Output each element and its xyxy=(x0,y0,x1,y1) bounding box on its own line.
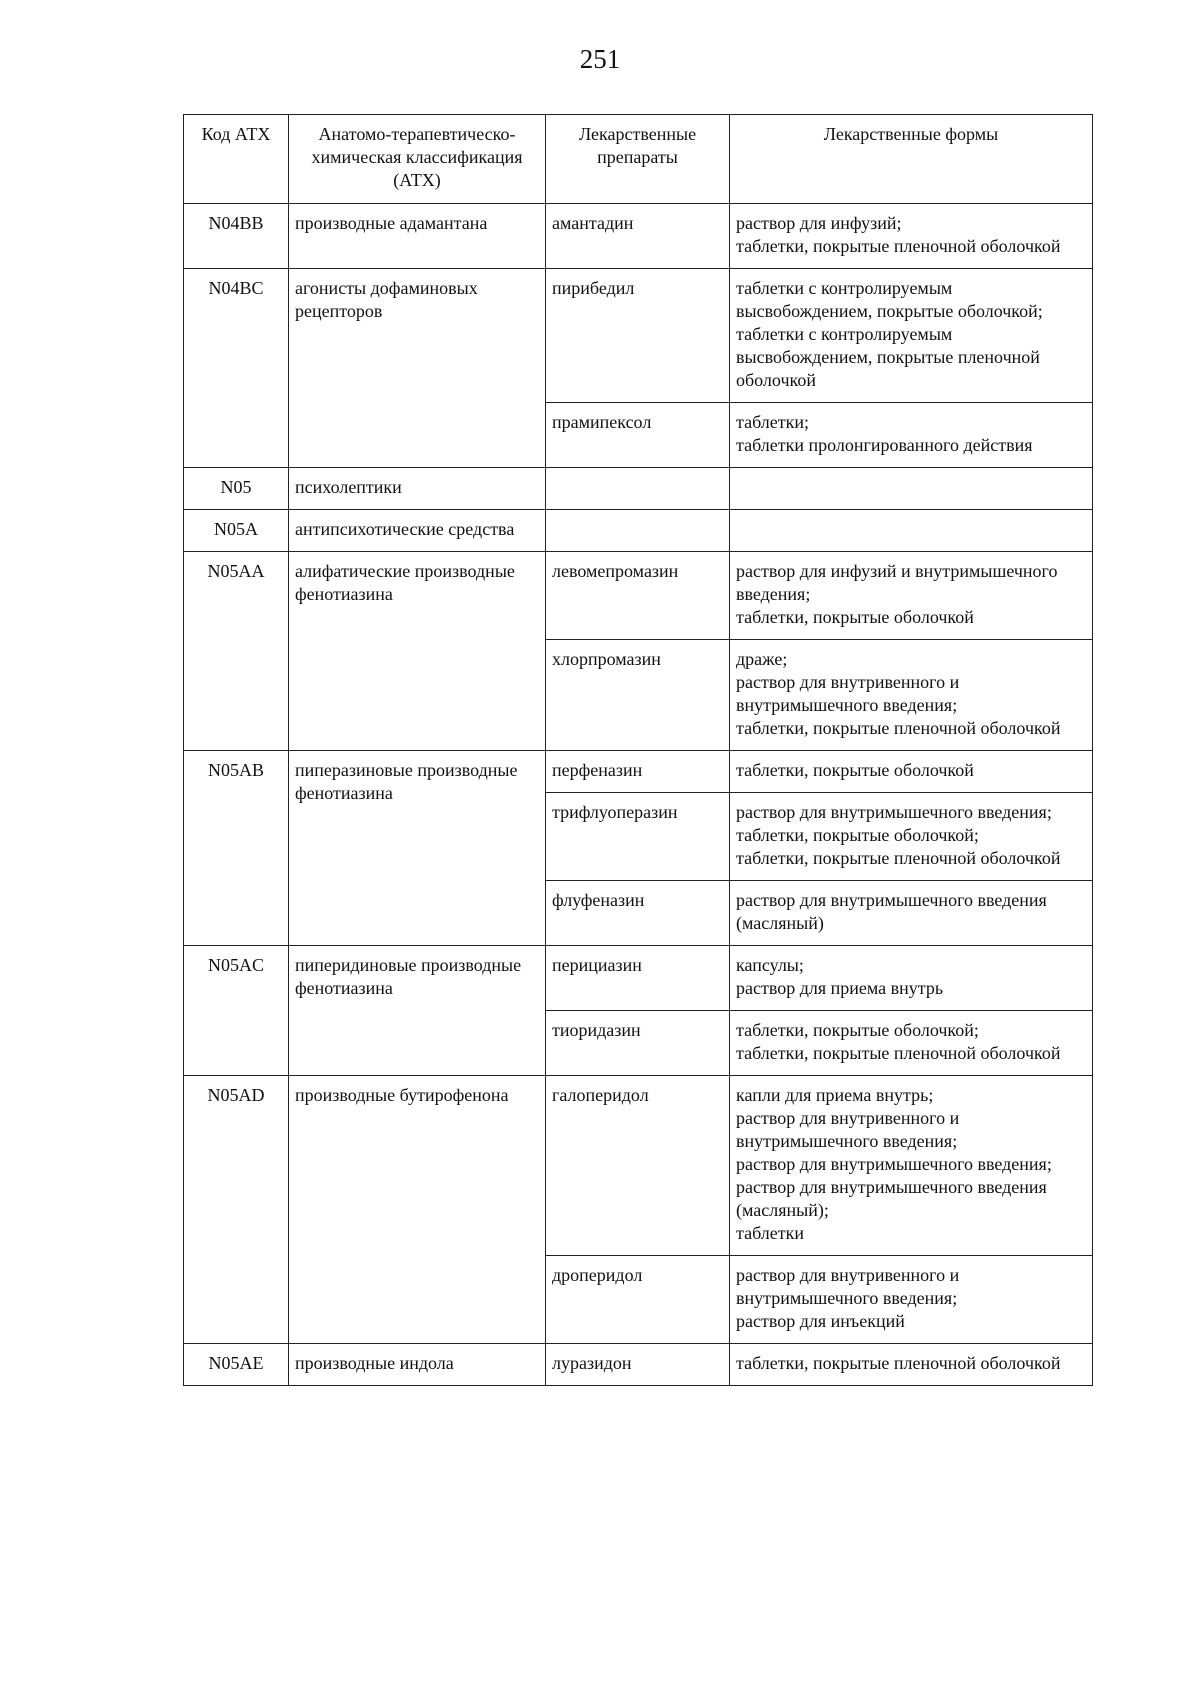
classification-cell: агонисты дофаминовых рецепторов xyxy=(289,269,546,468)
classification-cell: пиперидиновые производные фенотиазина xyxy=(289,946,546,1076)
dosage-forms-cell xyxy=(730,403,1093,468)
drug-name-cell: перициазин xyxy=(546,946,730,1011)
drug-name-cell: перфеназин xyxy=(546,751,730,793)
dosage-form-item: раствор для внутримышечного введения; xyxy=(736,1154,1052,1174)
dosage-form-item: раствор для инъекций xyxy=(736,1311,905,1331)
page-number: 251 xyxy=(579,44,621,74)
classification-cell: психолептики xyxy=(289,468,546,510)
atx-code-cell: N04BB xyxy=(184,204,289,269)
drug-name-cell: хлорпромазин xyxy=(546,640,730,751)
dosage-form-item: таблетки пролонгированного действия xyxy=(736,435,1033,455)
dosage-forms-cell xyxy=(730,751,1093,793)
table-body xyxy=(184,204,1093,1386)
dosage-forms-cell xyxy=(730,269,1093,403)
dosage-form-item: таблетки, покрытые пленочной оболочкой xyxy=(736,718,1061,738)
header-classification: Анатомо-терапевтическо-химическая классификация (АТХ) xyxy=(289,115,546,204)
dosage-form-item: раствор для внутривенного и внутримышечного введения; xyxy=(736,1108,960,1151)
dosage-form-item: таблетки, покрытые оболочкой xyxy=(736,607,974,627)
atx-code-cell: N05AB xyxy=(184,751,289,946)
drug-name-cell: амантадин xyxy=(546,204,730,269)
drug-name-cell xyxy=(546,468,730,510)
dosage-forms-cell xyxy=(730,510,1093,552)
atx-code-cell: N05AE xyxy=(184,1344,289,1386)
header-forms: Лекарственные формы xyxy=(730,115,1093,204)
drug-name-cell: флуфеназин xyxy=(546,881,730,946)
dosage-forms-cell xyxy=(730,468,1093,510)
drug-name-cell: трифлуоперазин xyxy=(546,793,730,881)
atx-code-cell: N05A xyxy=(184,510,289,552)
dosage-forms-cell xyxy=(730,1076,1093,1256)
dosage-form-item: раствор для внутривенного и внутримышечного введения; xyxy=(736,672,960,715)
dosage-form-item: таблетки, покрытые пленочной оболочкой xyxy=(736,236,1061,256)
dosage-forms-cell xyxy=(730,946,1093,1011)
drug-name-cell xyxy=(546,510,730,552)
dosage-form-item: таблетки, покрытые оболочкой; xyxy=(736,1020,979,1040)
atx-code-cell: N05 xyxy=(184,468,289,510)
dosage-form-item: таблетки, покрытые пленочной оболочкой xyxy=(736,848,1061,868)
classification-cell: производные адамантана xyxy=(289,204,546,269)
dosage-forms-cell xyxy=(730,552,1093,640)
dosage-form-item: капли для приема внутрь; xyxy=(736,1085,934,1105)
dosage-form-item: таблетки; xyxy=(736,412,810,432)
table-row xyxy=(184,751,1093,793)
dosage-form-item: драже; xyxy=(736,649,788,669)
header-row xyxy=(184,115,1093,204)
drug-name-cell: галоперидол xyxy=(546,1076,730,1256)
dosage-forms-cell xyxy=(730,1256,1093,1344)
dosage-forms-cell xyxy=(730,1011,1093,1076)
dosage-form-item: таблетки, покрытые оболочкой; xyxy=(736,825,979,845)
dosage-form-item: таблетки с контролируемым высвобождением, покрытые пленочной оболочкой xyxy=(736,324,1040,390)
dosage-form-item: таблетки, покрытые пленочной оболочкой xyxy=(736,1043,1061,1063)
atx-code-cell: N04BC xyxy=(184,269,289,468)
table-row xyxy=(184,946,1093,1011)
dosage-form-item: капсулы; xyxy=(736,955,804,975)
drug-name-cell: левомепромазин xyxy=(546,552,730,640)
drug-name-cell: прамипексол xyxy=(546,403,730,468)
dosage-form-item: раствор для внутримышечного введения (масляный); xyxy=(736,1177,1047,1220)
dosage-forms-cell xyxy=(730,793,1093,881)
classification-cell: алифатические производные фенотиазина xyxy=(289,552,546,751)
dosage-form-item: раствор для внутривенного и внутримышечного введения; xyxy=(736,1265,960,1308)
dosage-form-item: таблетки с контролируемым высвобождением, покрытые оболочкой; xyxy=(736,278,1043,321)
classification-cell: пиперазиновые производные фенотиазина xyxy=(289,751,546,946)
drug-name-cell: дроперидол xyxy=(546,1256,730,1344)
dosage-forms-cell xyxy=(730,881,1093,946)
dosage-form-item: таблетки, покрытые пленочной оболочкой xyxy=(736,1353,1061,1373)
atx-code-cell: N05AA xyxy=(184,552,289,751)
dosage-forms-cell xyxy=(730,1344,1093,1386)
atx-code-cell: N05AD xyxy=(184,1076,289,1344)
atx-table xyxy=(183,114,1093,1386)
table-row xyxy=(184,552,1093,640)
dosage-form-item: раствор для внутримышечного введения (масляный) xyxy=(736,890,1047,933)
table-row xyxy=(184,510,1093,552)
atx-code-cell: N05AC xyxy=(184,946,289,1076)
classification-cell: антипсихотические средства xyxy=(289,510,546,552)
dosage-form-item: раствор для внутримышечного введения; xyxy=(736,802,1052,822)
dosage-form-item: раствор для приема внутрь xyxy=(736,978,944,998)
table-row xyxy=(184,468,1093,510)
table-row xyxy=(184,1076,1093,1256)
dosage-forms-cell xyxy=(730,204,1093,269)
classification-cell: производные бутирофенона xyxy=(289,1076,546,1344)
classification-cell: производные индола xyxy=(289,1344,546,1386)
dosage-form-item: раствор для инфузий и внутримышечного введения; xyxy=(736,561,1058,604)
drug-name-cell: луразидон xyxy=(546,1344,730,1386)
drug-name-cell: тиоридазин xyxy=(546,1011,730,1076)
dosage-forms-cell xyxy=(730,640,1093,751)
table-header xyxy=(184,115,1093,204)
table-row xyxy=(184,204,1093,269)
dosage-form-item: раствор для инфузий; xyxy=(736,213,902,233)
header-drugs: Лекарственные препараты xyxy=(546,115,730,204)
dosage-form-item: таблетки, покрытые оболочкой xyxy=(736,760,974,780)
table-row xyxy=(184,269,1093,403)
header-code: Код АТХ xyxy=(184,115,289,204)
table-row xyxy=(184,1344,1093,1386)
drug-name-cell: пирибедил xyxy=(546,269,730,403)
dosage-form-item: таблетки xyxy=(736,1223,805,1243)
